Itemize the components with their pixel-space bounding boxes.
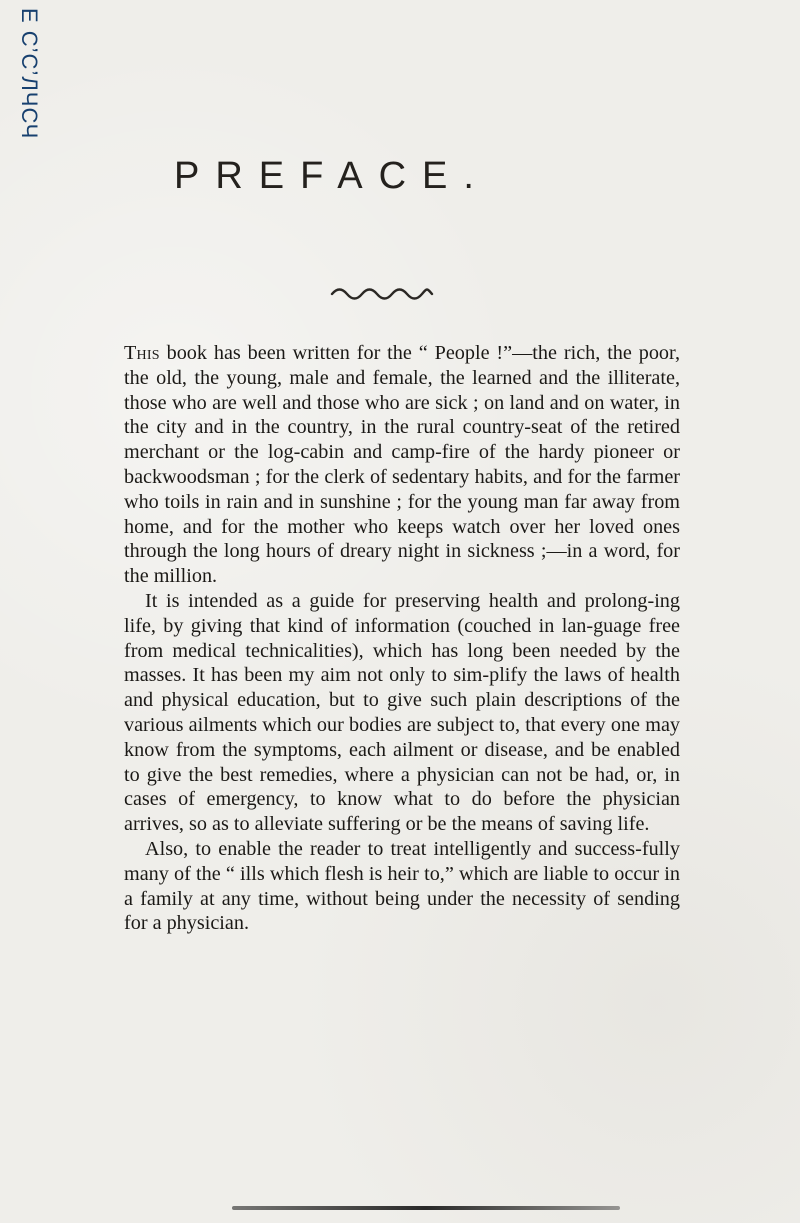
preface-paragraph-1 [124, 341, 680, 589]
library-stamp: Е С’С’ЛЧСЧ [17, 8, 42, 140]
preface-body [124, 341, 680, 936]
paragraph-lead-word: This [124, 342, 160, 364]
page-title: PREFACE. [174, 155, 490, 197]
preface-paragraph-3: Also, to enable the reader to treat intelligently and success-fully many of the “ ills which flesh is heir to,” which are liable to occur in a family at any time, without being under the necessity of sending for a physician. [124, 837, 680, 935]
decorative-wave-ornament [330, 286, 434, 302]
page-bottom-rule [232, 1206, 620, 1210]
paragraph-text: book has been written for the “ People !”—the rich, the poor, the old, the young, male and female, the learned and the illiterate, those who are well and those who are sick ; on land and on water, in the city and in the country, in the rural country-seat of the retired merchant or the log-cabin and camp-fire of the hardy pioneer or backwoodsman ; for the clerk of sedentary habits, and for the farmer who toils in rain and in sunshine ; for the young man far away from home, and for the mother who keeps watch over her loved ones through the long hours of dreary night in sickness ;—in a word, for the million. [124, 342, 680, 588]
preface-paragraph-2: It is intended as a guide for preserving health and prolong-ing life, by giving that kind of information (couched in lan-guage free from medical technicalities), which has long been needed by the masses. It has been my aim not only to sim-plify the laws of health and physical education, but to give such plain descriptions of the various ailments which our bodies are subject to, that every one may know from the symptoms, each ailment or disease, and be enabled to give the best remedies, where a physician can not be had, or, in cases of emergency, to know what to do before the physician arrives, so as to alleviate suffering or be the means of saving life. [124, 589, 680, 836]
